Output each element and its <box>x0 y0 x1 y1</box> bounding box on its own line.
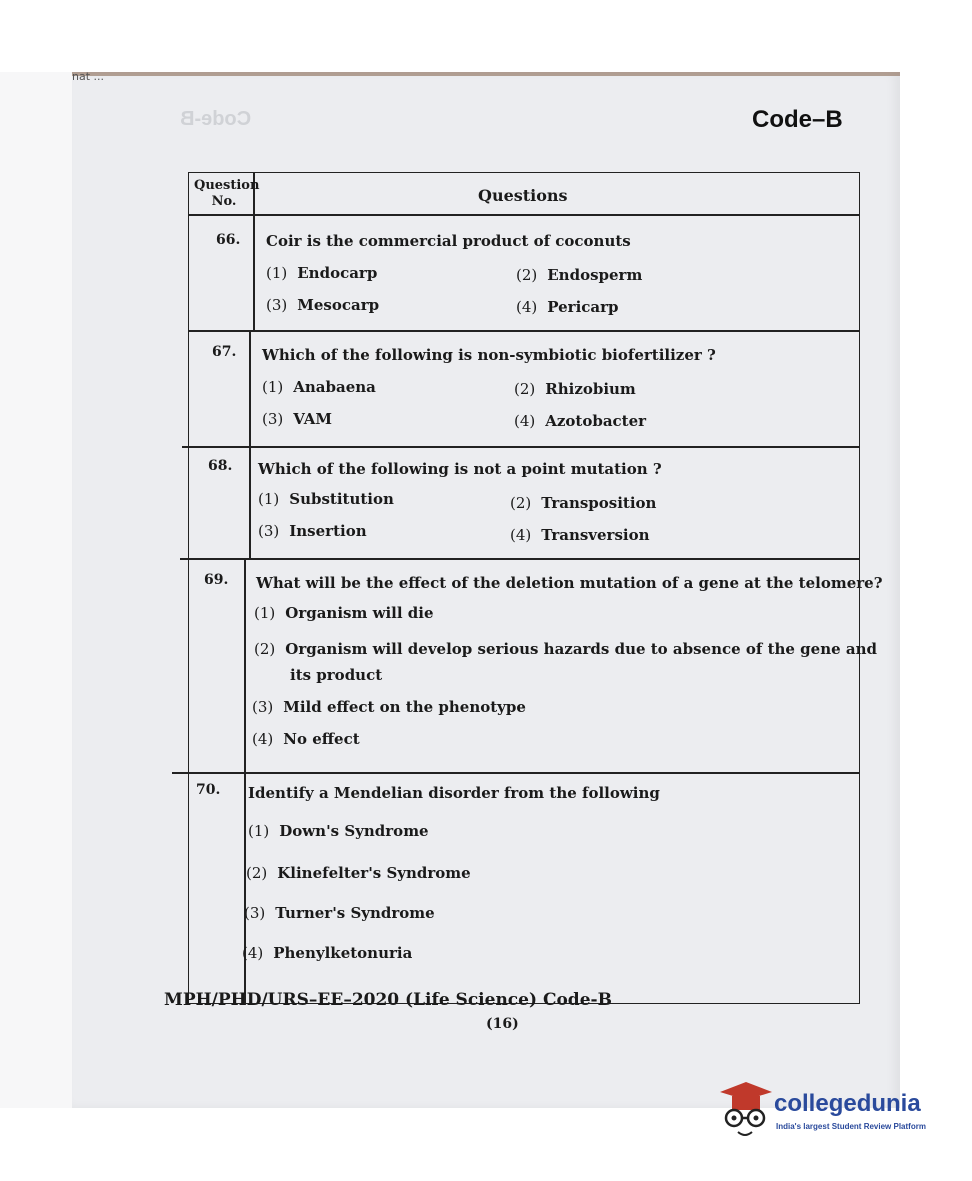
option-text: Pericarp <box>547 298 619 316</box>
question-number: 66. <box>216 232 241 248</box>
option-text: Transversion <box>541 526 650 544</box>
question-text: Which of the following is not a point mutation ? <box>258 460 662 478</box>
option-number: (4) <box>514 412 536 430</box>
option <box>258 522 367 540</box>
paper-top-edge <box>72 72 900 76</box>
exam-code-footer: MPH/PHD/URS–EE–2020 (Life Science) Code-B <box>164 990 612 1010</box>
option-number: (2) <box>514 380 536 398</box>
option-number: (4) <box>516 298 538 316</box>
option-text: Mesocarp <box>297 296 380 314</box>
option-number: (3) <box>252 698 274 716</box>
option-text: Mild effect on the phenotype <box>283 698 526 716</box>
option <box>290 666 382 684</box>
option-number: (1) <box>262 378 284 396</box>
option <box>246 864 471 882</box>
option-number: (3) <box>244 904 266 922</box>
option-text: No effect <box>283 730 360 748</box>
option-text: VAM <box>293 410 332 428</box>
row-divider <box>188 330 860 332</box>
option-number: (1) <box>258 490 280 508</box>
question-text: Coir is the commercial product of coconuts <box>266 232 631 250</box>
option-number: (1) <box>248 822 270 840</box>
question-text: What will be the effect of the deletion mutation of a gene at the telomere? <box>256 574 883 592</box>
option <box>266 296 379 314</box>
option-number: (2) <box>516 266 538 284</box>
option <box>254 604 434 622</box>
option-text: Klinefelter's Syndrome <box>277 864 471 882</box>
option <box>252 730 360 748</box>
question-number: 67. <box>212 344 237 360</box>
option-number: (3) <box>266 296 288 314</box>
option-text: its product <box>290 666 383 684</box>
watermark-brand: collegedunia <box>774 1090 921 1117</box>
option-text: Turner's Syndrome <box>275 904 435 922</box>
option-text: Anabaena <box>293 378 376 396</box>
option <box>248 822 429 840</box>
option-number: (1) <box>266 264 288 282</box>
option-text: Down's Syndrome <box>279 822 429 840</box>
option-number: (2) <box>254 640 276 658</box>
page-background <box>0 72 72 1108</box>
row-divider <box>182 446 860 448</box>
option-number: (4) <box>252 730 274 748</box>
option <box>516 266 642 284</box>
option-text: Rhizobium <box>545 380 636 398</box>
watermark-tagline: India's largest Student Review Platform <box>776 1122 926 1131</box>
page-number: (16) <box>486 1016 519 1032</box>
option-number: (3) <box>262 410 284 428</box>
option <box>252 698 526 716</box>
option-text: Transposition <box>541 494 657 512</box>
option-text: Organism will develop serious hazards due to absence of the gene and <box>285 640 878 658</box>
column-divider <box>244 558 246 1004</box>
option-text: Insertion <box>289 522 367 540</box>
option <box>516 298 619 316</box>
option <box>254 640 877 658</box>
option <box>266 264 377 282</box>
corner-bleed-text: nat ... <box>72 70 105 83</box>
row-divider <box>172 772 860 774</box>
option-number: (1) <box>254 604 276 622</box>
option <box>262 410 332 428</box>
option-text: Azotobacter <box>545 412 647 430</box>
column-header-questions: Questions <box>478 186 568 205</box>
option-text: Endosperm <box>547 266 643 284</box>
option <box>258 490 394 508</box>
question-number: 68. <box>208 458 233 474</box>
question-text: Identify a Mendelian disorder from the following <box>248 784 660 802</box>
option-number: (4) <box>510 526 532 544</box>
row-divider <box>180 558 860 560</box>
option <box>262 378 376 396</box>
header-divider <box>188 214 860 216</box>
question-text: Which of the following is non-symbiotic biofertilizer ? <box>262 346 716 364</box>
column-header-question-no: Question No. <box>194 178 260 209</box>
option <box>244 904 435 922</box>
option-text: Organism will die <box>285 604 434 622</box>
option-text: Phenylketonuria <box>273 944 413 962</box>
option <box>514 380 636 398</box>
option <box>514 412 646 430</box>
option <box>242 944 412 962</box>
option-number: (2) <box>246 864 268 882</box>
option-number: (2) <box>510 494 532 512</box>
option <box>510 494 656 512</box>
question-number: 70. <box>196 782 221 798</box>
question-number: 69. <box>204 572 229 588</box>
option <box>510 526 650 544</box>
option-text: Substitution <box>289 490 394 508</box>
option-number: (4) <box>242 944 264 962</box>
code-label: Code–B <box>752 106 843 133</box>
option-text: Endocarp <box>297 264 378 282</box>
bleed-through-code: Code-B <box>180 108 252 130</box>
option-number: (3) <box>258 522 280 540</box>
column-divider <box>249 330 251 560</box>
